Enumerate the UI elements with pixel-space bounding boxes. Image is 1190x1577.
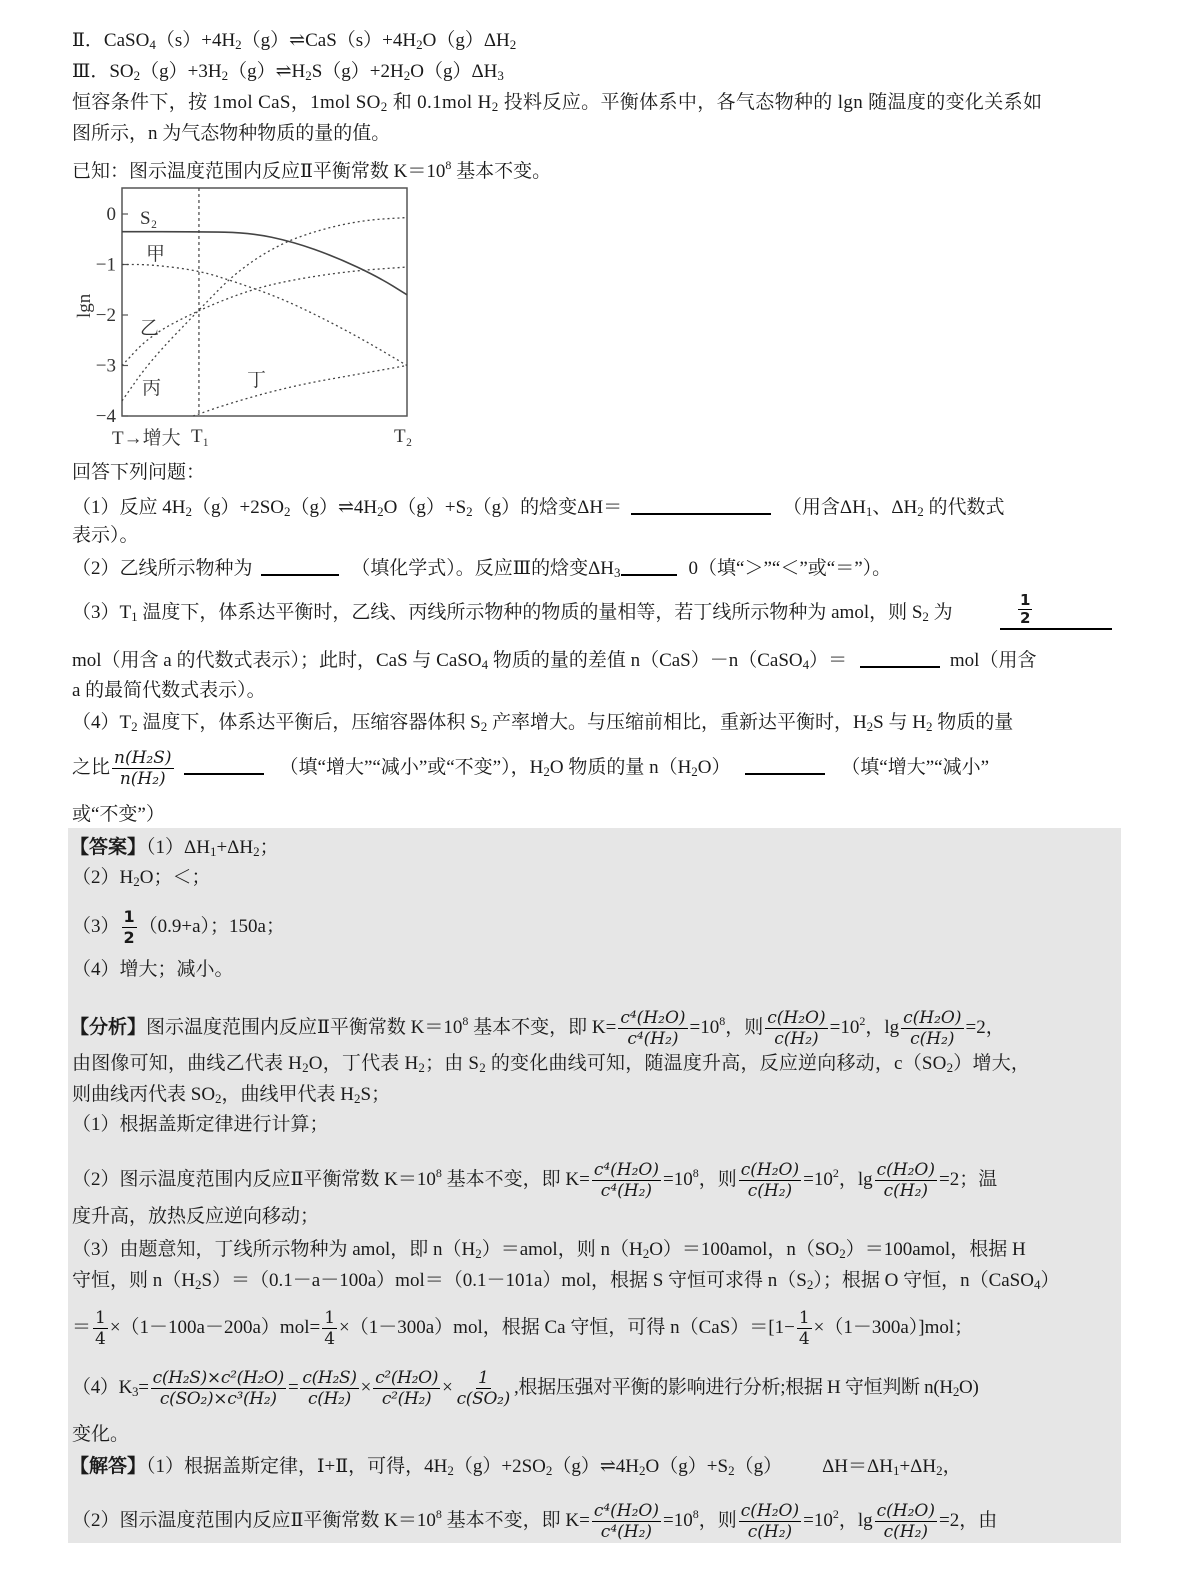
- answer-blank-3a[interactable]: [1000, 592, 1112, 630]
- answer-blank-1[interactable]: [631, 495, 771, 515]
- y-tick-label: −1: [95, 254, 116, 276]
- question-3: $(3)T_1$ 温度下，体系达平衡时，乙线、丙线所示物种的物质的量相等，若丁线所示物种为 amol，则 $S_2$ 为: [72, 602, 953, 624]
- analysis-line-4: （1）根据盖斯定律进行计算；: [72, 1114, 329, 1135]
- question-4-line-3: 或“不变”）: [72, 804, 165, 825]
- series-line-乙: [122, 267, 407, 365]
- x-tick-t1: T₁: [190, 426, 210, 447]
- label-jia: 甲: [146, 244, 166, 265]
- answer-blank-2b[interactable]: [621, 556, 677, 576]
- y-tick-label: −3: [95, 355, 116, 377]
- analysis-line-2: 由图像可知，曲线乙代表 $H_2O$，丁代表 $H_2$；由 $S_2$ 的变化曲线可知，随温度升高，反应逆向移动，$c(SO_2)$增大，: [72, 1053, 1031, 1075]
- ratio-fraction: $\frac{\text{n(H₂S)}}{\text{n(H₂)}}$: [114, 748, 172, 790]
- y-tick-label: 0: [106, 204, 116, 225]
- answer-3: （3） $\frac{1}{2}$ （0.9+a）；150a；: [72, 907, 285, 948]
- answer-2: $(2)H_2O$；＜；: [72, 867, 211, 889]
- question-2: （2）乙线所示物种为 （填化学式）。反应Ⅲ的焓变$\Delta H_3$ 0（填“＞”“＜”或“＝”）。: [72, 558, 892, 580]
- x-axis-label: T→增大: [112, 428, 181, 449]
- reaction-ii: Ⅱ．$CaSO_4(s)+4H_2(g)\rightleftharpoons CaS(s)+4H_2O(g)\Delta H_2$: [72, 30, 517, 52]
- analysis-line-3: 则曲线丙代表 $SO_2$，曲线甲代表 $H_2S$；: [72, 1084, 391, 1106]
- question-1-cont: 表示）。: [72, 525, 139, 546]
- analysis-line-5: （2）图示温度范围内反应Ⅱ平衡常数 $K=10^8$ 基本不变，即 K= $\frac{\text{c⁴(H₂O)}}{\text{c⁴(H₂)}}$ $=10^8$，则 $\frac{\text{c(H₂O)}}{\text{c(H₂)}}$ $=10^2$，lg $\frac{\text{c(H₂O)}}{\text{c(H₂)}}$ =2；温: [72, 1160, 998, 1202]
- answer-4: （4）增大；减小。: [72, 959, 234, 980]
- question-1: （1）反应 $4H_2(g)+2SO_2(g)\rightleftharpoons 4H_2O(g)+S_2(g)$的焓变ΔH＝ （用含$\Delta H_1$、$\Delta H_2$ 的代数式: [72, 497, 1005, 519]
- question-3-line-2: mol（用含 a 的代数式表示）；此时，CaS 与 CaSO$_4$ 物质的量的差值 n（CaS）－n（CaSO$_4$）＝ mol（用含: [72, 650, 1037, 672]
- known-condition: 已知：图示温度范围内反应Ⅱ平衡常数 $K=10^8$ 基本不变。: [72, 158, 552, 182]
- label-s2: S₂: [140, 208, 158, 229]
- conditions-line-2: 图所示，n 为气态物种物质的量的值。: [72, 123, 391, 144]
- analysis-line-8: 守恒，则 $n(H_2S)=(0.1-a-100a)mol=(0.1-101a)mol$，根据 S 守恒可求得 $n(S_2)$；根据 O 守恒，n（CaSO$_4$）: [72, 1270, 1060, 1292]
- prompt: 回答下列问题：: [72, 462, 206, 483]
- lgn-temperature-chart: [62, 180, 422, 452]
- label-ding: 丁: [247, 370, 267, 391]
- series-line-甲: [122, 265, 407, 366]
- answer-blank-2a[interactable]: [261, 556, 339, 576]
- label-yi: 乙: [140, 318, 160, 339]
- answer-3-fraction: $\frac{1}{2}$: [123, 907, 135, 948]
- series-line-丁: [193, 366, 407, 417]
- question-4-line-2: 之比 $\frac{\text{n(H₂S)}}{\text{n(H₂)}}$ （填“增大”“减小”或“不变”），$H_2O$ 物质的量 $n(H_2O)$ （填“增大”“减小”: [72, 748, 990, 790]
- analysis-line-9: ＝ $\frac{1}{4}$ ×（1－100a－200a）mol= $\frac{1}{4}$ ×（1－300a）mol，根据 Ca 守恒，可得 n（CaS）＝[1− $\frac{1}{4}$ ×（1－300a）]mol；: [72, 1308, 974, 1350]
- y-tick-label: −2: [95, 305, 116, 326]
- analysis-line-11: 变化。: [72, 1424, 130, 1445]
- answer-blank-4b[interactable]: [745, 755, 825, 775]
- y-axis-label: lgn: [74, 293, 95, 318]
- answer-blank-4a[interactable]: [184, 755, 264, 775]
- analysis-line-10: $(4)K_3=$ $\frac{\text{c(H₂S)×c²(H₂O)}}{\text{c(SO₂)×c³(H₂)}}$ = $\frac{\text{c(H₂S)}}{\text{c(H₂)}}$ × $\frac{\text{c²(H₂O)}}{\text{c²(H₂)}}$ × $\frac{1}{\text{c(SO₂)}}$ ,根据压强对平衡的影响进行分析;根据 H 守恒判断 $n(H_2O)$: [72, 1368, 979, 1410]
- analysis-line-1: 【分析】图示温度范围内反应Ⅱ平衡常数 $K=10^8$ 基本不变，即 K= $\frac{\text{c⁴(H₂O)}}{\text{c⁴(H₂)}}$ $=10^8$，则 $\frac{\text{c(H₂O)}}{\text{c(H₂)}}$ $=10^2$，lg $\frac{\text{c(H₂O)}}{\text{c(H₂)}}$ =2，: [70, 1008, 1005, 1050]
- blank-3a-fraction: $\frac{1}{2}$: [1020, 591, 1031, 627]
- y-tick-label: −4: [95, 406, 116, 427]
- label-bing: 丙: [142, 378, 162, 399]
- analysis-line-6: 度升高，放热反应逆向移动；: [72, 1206, 320, 1227]
- solution-line-2: （2）图示温度范围内反应Ⅱ平衡常数 $K=10^8$ 基本不变，即 K= $\frac{\text{c⁴(H₂O)}}{\text{c⁴(H₂)}}$ $=10^8$，则 $\frac{\text{c(H₂O)}}{\text{c(H₂)}}$ $=10^2$，lg $\frac{\text{c(H₂O)}}{\text{c(H₂)}}$ =2，由: [72, 1501, 998, 1543]
- answer-1: 【答案】$(1)\Delta H_1+\Delta H_2$；: [70, 837, 279, 859]
- solution-line-1: 【解答】（1）根据盖斯定律，Ⅰ+Ⅱ，可得，$4H_2(g)+2SO_2(g)\rightleftharpoons 4H_2O(g)+S_2(g)$ $\Delta H=\Delta H_1+\Delta H_2$，: [70, 1456, 962, 1478]
- answer-blank-3b[interactable]: [860, 648, 940, 668]
- reaction-iii: Ⅲ．$SO_2(g)+3H_2(g)\rightleftharpoons H_2S(g)+2H_2O(g)\Delta H_3$: [72, 61, 504, 83]
- question-3-line-3: a 的最简代数式表示）。: [72, 680, 266, 701]
- question-4: $(4)T_2$ 温度下，体系达平衡后，压缩容器体积 $S_2$ 产率增大。与压缩前相比，重新达平衡时，$H_2S$ 与 $H_2$ 物质的量: [72, 712, 1014, 734]
- x-tick-t2: T₂: [394, 426, 413, 447]
- conditions-line-1: 恒容条件下，按 1mol CaS，1mol $SO_2$ 和 0.1mol $H_2$ 投料反应。平衡体系中，各气态物种的 lgn 随温度的变化关系如: [72, 92, 1043, 114]
- analysis-line-7: （3）由题意知，丁线所示物种为 amol，即 $n(H_2)=amol$，则 $n(H_2O)=100amol$，$n(SO_2)=100amol$，根据 H: [72, 1239, 1026, 1261]
